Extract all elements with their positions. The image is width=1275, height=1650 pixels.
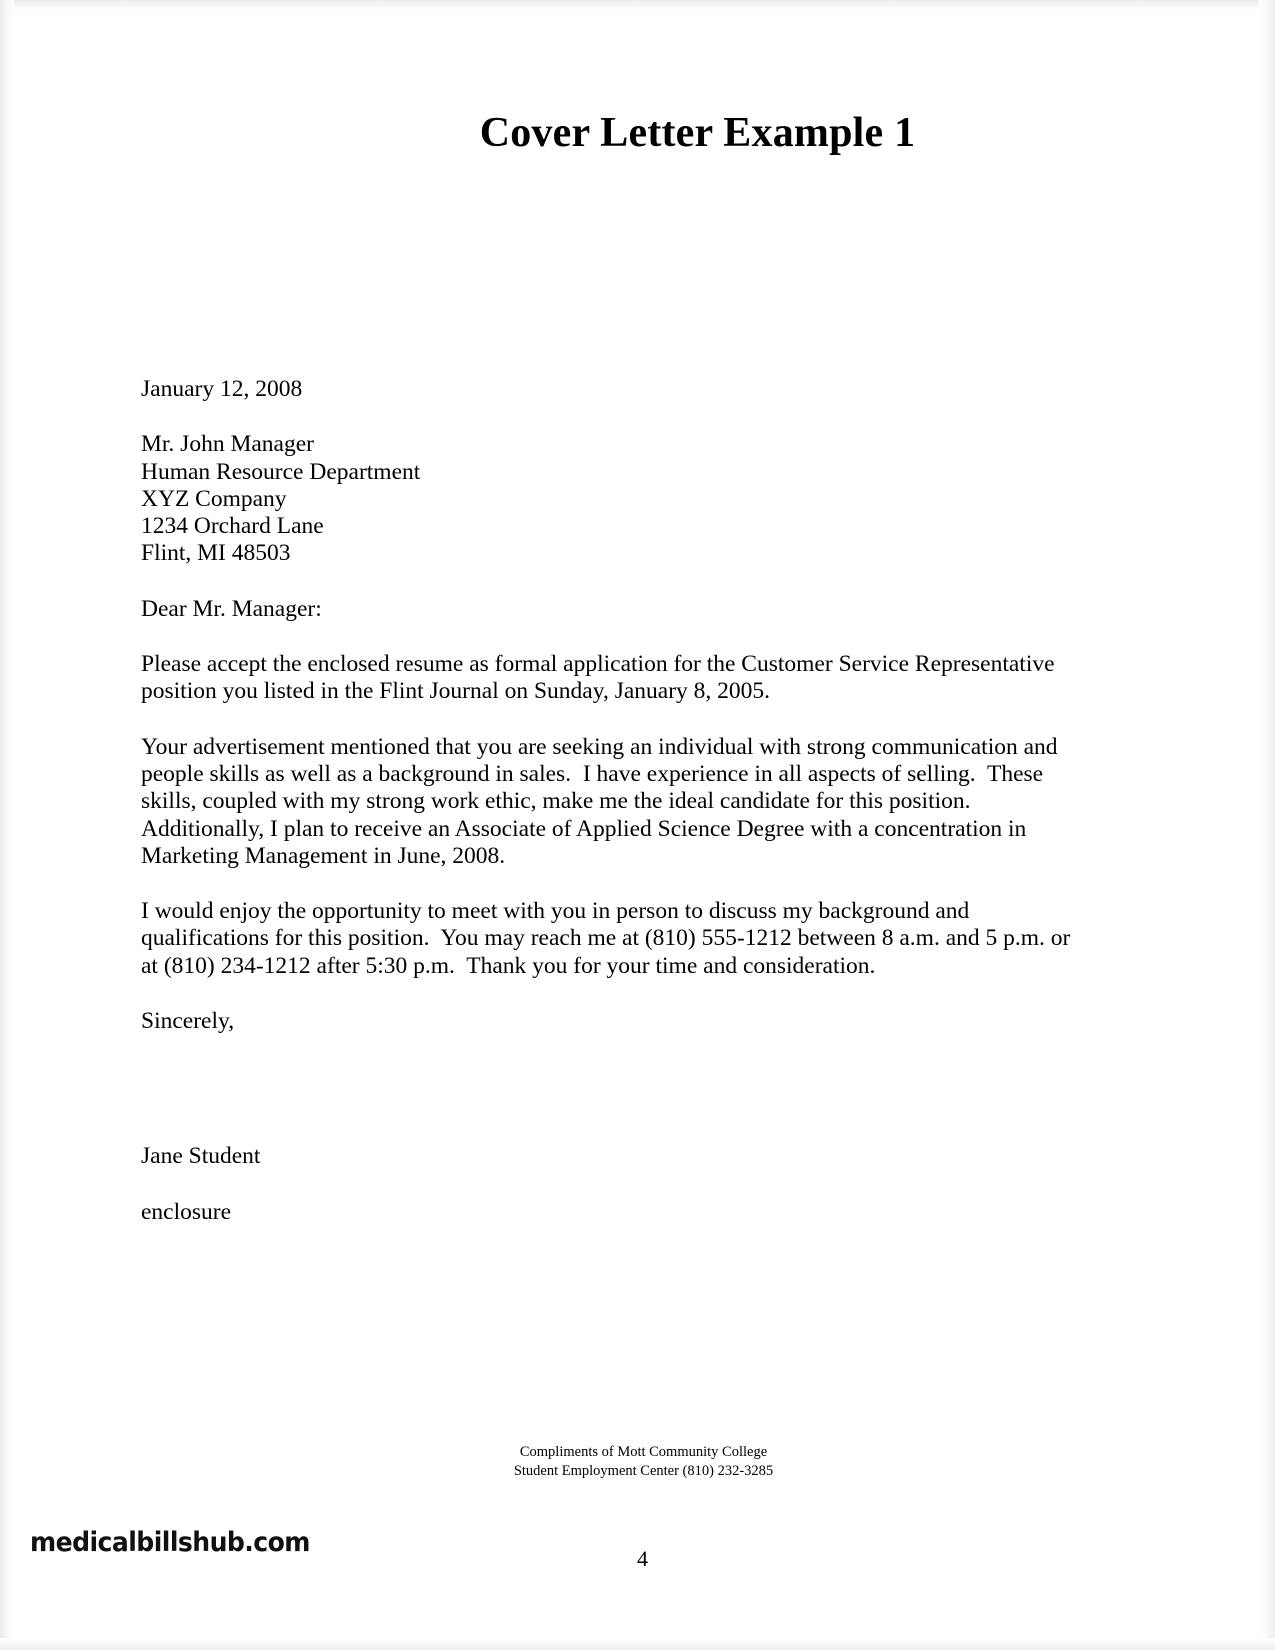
footer-credit (0, 1443, 1275, 1481)
signature-name: Jane Student (141, 1143, 261, 1170)
letter-body (141, 376, 1081, 1226)
recipient-street: 1234 Orchard Lane (141, 513, 324, 540)
body-paragraph-3: I would enjoy the opportunity to meet with you in person to discuss my background and qualifications for this position. You may reach me at (810) 555-1212 between 8 a.m. and 5 p.m. or at (810) 234-1212 after 5:30 p.m. Thank you for your time and consideration. (141, 898, 1077, 979)
footer-credit-line-1: Compliments of Mott Community College (519, 1444, 768, 1460)
scan-edge-left (0, 0, 14, 1650)
recipient-name: Mr. John Manager (141, 431, 314, 458)
letter-date: January 12, 2008 (141, 376, 303, 402)
page-number: 4 (637, 1546, 648, 1571)
recipient-city-state-zip: Flint, MI 48503 (141, 540, 291, 567)
site-watermark: medicalbillshub.com (30, 1527, 310, 1558)
body-paragraph-1: Please accept the enclosed resume as formal application for the Customer Service Representative position you listed in the Flint Journal on Sunday, January 8, 2005. (141, 651, 1061, 705)
recipient-company: XYZ Company (141, 485, 287, 512)
salutation: Dear Mr. Manager: (141, 595, 322, 622)
recipient-address-block (141, 431, 1081, 567)
body-paragraph-2: Your advertisement mentioned that you are seeking an individual with strong communication and people skills as well as a background in sales. I have experience in all aspects of selling. These skills, coupled with my strong work ethic, make me the ideal candidate for this position. Additionally, I plan to receive an Associate of Applied Science Degree with a concentration in Marketing Management in June, 2008. (141, 733, 1064, 869)
footer-credit-line-2: Student Employment Center (810) 232-3285 (513, 1463, 774, 1479)
enclosure-note: enclosure (141, 1198, 232, 1225)
recipient-department: Human Resource Department (141, 458, 421, 485)
page-title: Cover Letter Example 1 (479, 110, 916, 157)
signature-space (141, 1063, 1081, 1143)
scan-edge-top (0, 0, 1275, 10)
closing-line: Sincerely, (141, 1008, 235, 1035)
scan-edge-right (1259, 0, 1275, 1650)
scan-edge-bottom (0, 1638, 1275, 1650)
